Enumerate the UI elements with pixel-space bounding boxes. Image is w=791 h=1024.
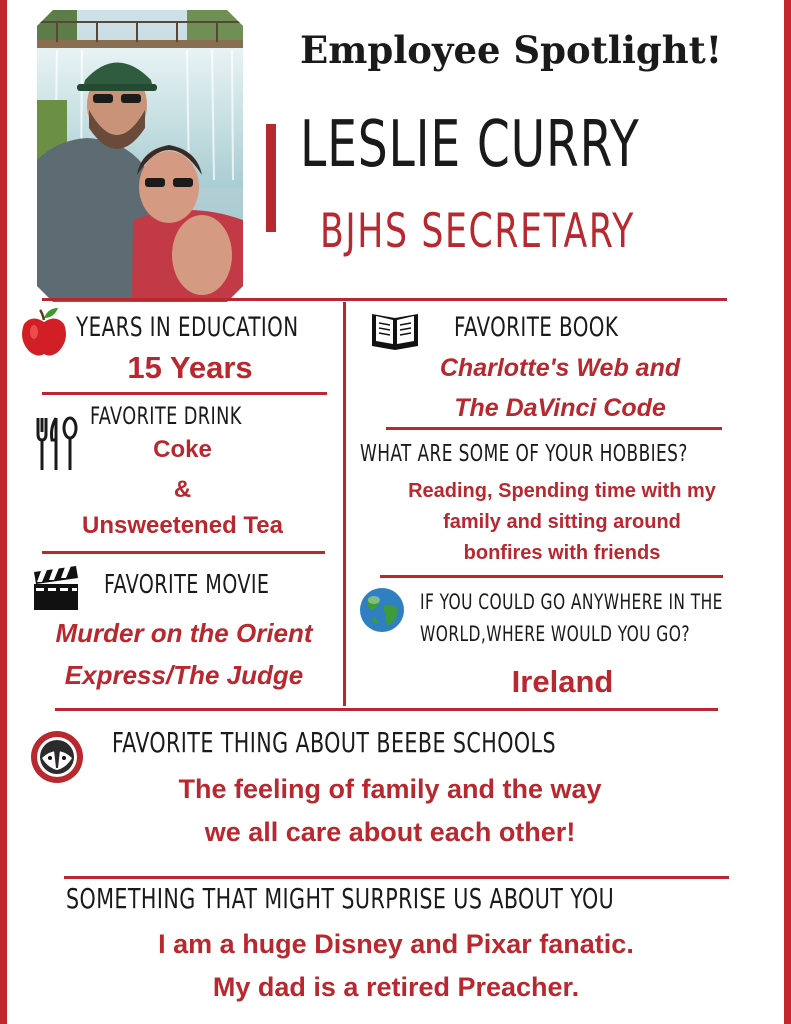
drink-divider: [42, 551, 325, 554]
drink-line-1: Coke: [153, 436, 212, 463]
header-accent-bar: [266, 124, 276, 232]
clapperboard-icon: [32, 566, 80, 617]
column-divider: [343, 302, 346, 706]
spotlight-title: Employee Spotlight!: [300, 28, 722, 72]
travel-value: Ireland: [511, 664, 614, 699]
surprise-heading: SOMETHING THAT MIGHT SURPRISE US ABOUT YOU: [66, 882, 615, 915]
movie-line-1: Murder on the Orient: [55, 618, 313, 648]
travel-heading-line-2: WORLD,WHERE WOULD YOU GO?: [420, 622, 690, 646]
hobbies-line-1: Reading, Spending time with my: [408, 480, 716, 502]
employee-photo: [37, 10, 243, 302]
book-divider: [386, 427, 722, 430]
drink-line-3: Unsweetened Tea: [82, 512, 283, 539]
middle-divider: [55, 708, 718, 711]
badger-logo-icon: [30, 730, 84, 789]
book-line-2: The DaVinci Code: [454, 394, 666, 422]
favorite-thing-heading: FAVORITE THING ABOUT BEEBE SCHOOLS: [112, 726, 556, 759]
movie-line-2: Express/The Judge: [64, 660, 304, 690]
right-border: [784, 0, 791, 1024]
book-heading: FAVORITE BOOK: [454, 312, 619, 343]
favorite-thing-line-1: The feeling of family and the way: [178, 774, 602, 804]
travel-heading-line-1: IF YOU COULD GO ANYWHERE IN THE: [420, 590, 723, 614]
years-heading: YEARS IN EDUCATION: [76, 312, 299, 343]
surprise-divider: [64, 876, 729, 879]
hobbies-heading: WHAT ARE SOME OF YOUR HOBBIES?: [360, 441, 688, 467]
book-icon: [370, 310, 420, 357]
left-border: [0, 0, 7, 1024]
hobbies-line-2: family and sitting around: [443, 511, 681, 533]
years-value: 15 Years: [127, 350, 253, 385]
movie-heading: FAVORITE MOVIE: [104, 570, 270, 600]
surprise-line-2: My dad is a retired Preacher.: [212, 972, 580, 1002]
drink-line-2: &: [173, 476, 192, 503]
employee-role: BJHS SECRETARY: [320, 204, 635, 259]
globe-icon: [358, 586, 406, 639]
header-divider: [42, 298, 727, 301]
surprise-line-1: I am a huge Disney and Pixar fanatic.: [158, 929, 634, 959]
employee-name: LESLIE CURRY: [300, 108, 640, 182]
book-line-1: Charlotte's Web and: [439, 354, 681, 382]
years-divider: [42, 392, 327, 395]
hobbies-line-3: bonfires with friends: [463, 542, 661, 564]
hobbies-divider: [380, 575, 723, 578]
drink-heading: FAVORITE DRINK: [90, 402, 242, 430]
favorite-thing-line-2: we all care about each other!: [204, 817, 576, 847]
